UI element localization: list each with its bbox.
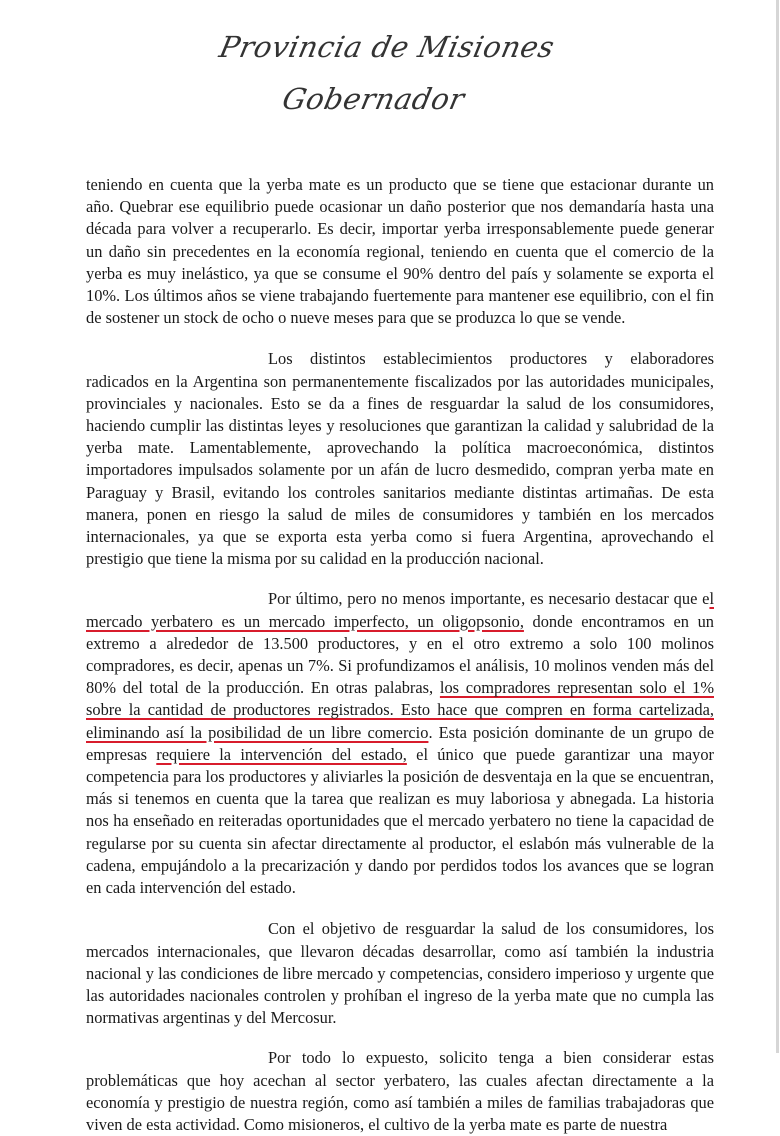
paragraph-text: Los distintos establecimientos productores y elaboradores radicados en la Argentina son permanentemente fiscalizados por las autoridades municipales, provinciales y nacionales. Esto se da a fines de resguardar la salud de los consumidores, haciendo cumplir las distintas leyes y resoluciones que garantizan la calidad y salubridad de la yerba mate. Lamentablemente, aprovechando la política macroeconómica, distintos importadores impulsados solamente por un afán de lucro desmedido, compran yerba mate en Paraguay y Brasil, evitando los controles sanitarios mediante distintas artimañas. De esta manera, ponen en riesgo la salud de miles de consumidores y también en los mercados internacionales, ya que se exporta esta yerba como si fuera Argentina, aprovechando el prestigio que tiene la misma por su calidad en la producción nacional.	[86, 349, 714, 569]
paragraph-text: teniendo en cuenta que la yerba mate es un producto que se tiene que estacionar durante un año. Quebrar ese equilibrio puede ocasionar un daño posterior que nos demandaría hasta una década para volver a recuperarlo. Es decir, importar yerba irresponsablemente puede generar un daño sin precedentes en la economía regional, teniendo en cuenta que el comercio de la yerba es muy inelástico, ya que se consume el 90% dentro del país y solamente se exporta el 10%. Los últimos años se viene trabajando fuertemente para mantener ese equilibrio, con el fin de sostener un stock de ocho o nueve meses para que se produzca lo que se vende.	[86, 175, 714, 328]
letter-body	[86, 174, 714, 1136]
paragraph-text: donde encontramos en un extremo a alrededor de 13.500 productores, y en el otro extremo a solo 100 molinos compradores, es decir, apenas un 7%. Si profundizamos el análisis, 10 molinos venden más del 80% del total de la producción. En otras palabras,	[86, 611, 714, 698]
paragraph-text: Con el objetivo de resguardar la salud de los consumidores, los mercados internacionales, que llevaron décadas desarrollar, como así también la industria nacional y las condiciones de libre mercado y competencias, considero imperioso y urgente que las autoridades nacionales controlen y prohíban el ingreso de la yerba mate que no cumpla las normativas argentinas y del Mercosur.	[86, 919, 714, 1028]
highlighted-text-cartel: los compradores representan solo el 1% sobre la cantidad de productores registrados. Esto hace que compren en forma cartelizada, eliminando así la posibilidad de un libre comercio	[86, 678, 714, 742]
letterhead-province: Provincia de Misiones	[216, 30, 558, 64]
paragraph-text: el único que puede garantizar una mayor competencia para los productores y aliviarles la posición de desventaja en la que se encuentran, más si tenemos en cuenta que la tarea que realizan es muy laboriosa y abnegada. La historia nos ha enseñado en reiteradas oportunidades que el mercado yerbatero no tiene la capacidad de regularse por su cuenta sin afectar directamente al productor, el eslabón más vulnerable de la cadena, empujándolo a la precarización y dando por perdidos todos los avances que se logran en cada intervención del estado.	[86, 744, 714, 898]
paragraph-oligopsony	[86, 588, 714, 899]
paragraph-conclusion	[86, 1047, 714, 1136]
paragraph-request-control	[86, 918, 714, 1029]
paragraph-fiscalization	[86, 348, 714, 570]
letterhead-office: Gobernador	[279, 82, 468, 116]
paragraph-text: . Esta posición dominante de un grupo de empresas	[86, 722, 714, 764]
highlighted-text-state-intervention: requiere la intervención del estado,	[156, 744, 407, 764]
paragraph-text: Por último, pero no menos importante, es necesario destacar que e	[268, 589, 710, 609]
highlighted-text-oligopsony: l mercado yerbatero es un mercado imperfecto, un oligopsonio,	[86, 589, 714, 631]
paragraph-text: Por todo lo expuesto, solicito tenga a bien considerar estas problemáticas que hoy acechan al sector yerbatero, las cuales afectan directamente a la economía y prestigio de nuestra región, como así también a miles de familias trabajadoras que viven de esta actividad. Como misioneros, el cultivo de la yerba mate es parte de nuestra	[86, 1048, 714, 1134]
paragraph-yerba-stock	[86, 174, 714, 329]
